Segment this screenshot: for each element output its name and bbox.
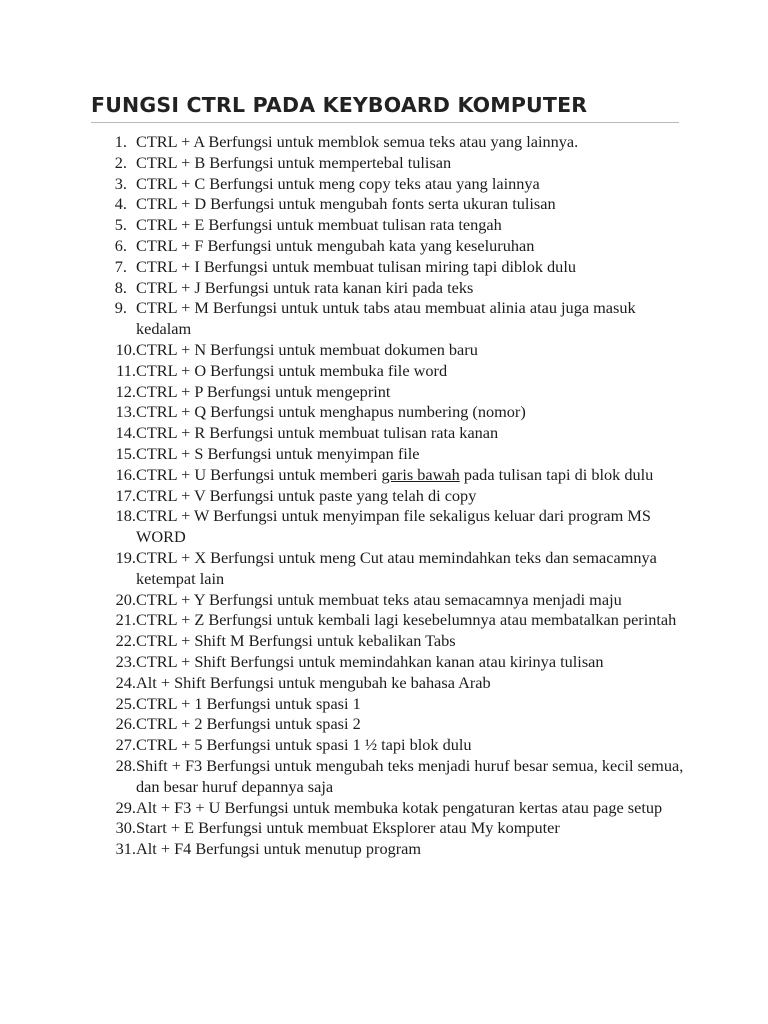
item-number: 31. <box>115 839 136 859</box>
item-text: CTRL + X Berfungsi untuk meng Cut atau memindahkan teks dan semacamnya ketempat lain <box>136 547 657 588</box>
list-item <box>0 548 768 590</box>
item-number: 18. <box>115 506 136 526</box>
underlined-text: garis bawah <box>381 464 460 484</box>
list-item <box>0 694 768 715</box>
item-text: CTRL + A Berfungsi untuk memblok semua teks atau yang lainnya. <box>136 132 579 151</box>
item-text: CTRL + S Berfungsi untuk menyimpan file <box>136 443 420 463</box>
item-number: 9. <box>114 298 127 318</box>
list-item <box>0 236 768 257</box>
item-number: 24. <box>115 672 136 692</box>
item-number: 15. <box>115 443 136 463</box>
item-number: 7. <box>114 256 127 276</box>
item-number: 11. <box>116 360 136 380</box>
item-text: CTRL + P Berfungsi untuk mengeprint <box>136 381 391 401</box>
title-underline-rule <box>91 122 679 123</box>
item-number: 1. <box>114 132 127 151</box>
item-text: CTRL + N Berfungsi untuk membuat dokumen baru <box>136 339 478 359</box>
list-item <box>0 714 768 735</box>
item-text: Shift + F3 Berfungsi untuk mengubah teks menjadi huruf besar semua, kecil semua, dan besar huruf depannya saja <box>136 755 684 796</box>
item-number: 26. <box>115 714 136 734</box>
item-number: 5. <box>114 215 127 235</box>
item-text: CTRL + B Berfungsi untuk mempertebal tulisan <box>136 152 452 172</box>
list-item <box>0 486 768 507</box>
list-item <box>0 839 768 860</box>
list-item <box>0 423 768 444</box>
item-text: CTRL + Shift M Berfungsi untuk kebalikan Tabs <box>136 631 456 651</box>
item-number: 28. <box>115 755 136 775</box>
list-item <box>0 174 768 195</box>
list-item <box>0 818 768 839</box>
list-item <box>0 132 768 153</box>
item-number: 25. <box>115 693 136 713</box>
item-number: 14. <box>115 423 136 443</box>
item-text: Alt + F3 + U Berfungsi untuk membuka kotak pengaturan kertas atau page setup <box>136 797 663 817</box>
item-number: 22. <box>115 631 136 651</box>
item-number: 10. <box>115 339 136 359</box>
list-item <box>0 153 768 174</box>
item-text: CTRL + M Berfungsi untuk untuk tabs atau membuat alinia atau juga masuk kedalam <box>136 298 636 339</box>
list-item <box>0 361 768 382</box>
item-number: 2. <box>114 152 127 172</box>
item-number: 4. <box>114 194 127 214</box>
shortcut-list <box>0 132 768 860</box>
list-item <box>0 631 768 652</box>
list-item <box>0 298 768 340</box>
item-number: 30. <box>115 818 136 838</box>
item-text: Start + E Berfungsi untuk membuat Eksplorer atau My komputer <box>136 818 560 838</box>
item-text: CTRL + J Berfungsi untuk rata kanan kiri pada teks <box>136 277 474 297</box>
item-text: CTRL + 5 Berfungsi untuk spasi 1 ½ tapi blok dulu <box>136 735 472 755</box>
item-text: Alt + F4 Berfungsi untuk menutup program <box>136 839 422 859</box>
item-number: 17. <box>115 485 136 505</box>
item-text: CTRL + V Berfungsi untuk paste yang telah di copy <box>136 485 477 505</box>
list-item <box>0 340 768 361</box>
list-item <box>0 215 768 236</box>
item-text: Alt + Shift Berfungsi untuk mengubah ke bahasa Arab <box>136 672 491 692</box>
item-text: CTRL + E Berfungsi untuk membuat tulisan rata tengah <box>136 215 502 235</box>
item-text: CTRL + R Berfungsi untuk membuat tulisan rata kanan <box>136 423 499 443</box>
list-item <box>0 506 768 548</box>
list-item <box>0 610 768 631</box>
item-number: 21. <box>115 610 136 630</box>
item-text: CTRL + Shift Berfungsi untuk memindahkan kanan atau kirinya tulisan <box>136 651 604 671</box>
item-text: CTRL + F Berfungsi untuk mengubah kata yang keseluruhan <box>136 235 535 255</box>
item-text: CTRL + I Berfungsi untuk membuat tulisan miring tapi diblok dulu <box>136 256 576 276</box>
list-item <box>0 735 768 756</box>
item-text: CTRL + Q Berfungsi untuk menghapus numbering (nomor) <box>136 402 526 422</box>
list-item <box>0 798 768 819</box>
item-number: 20. <box>115 589 136 609</box>
list-item <box>0 278 768 299</box>
item-text: CTRL + O Berfungsi untuk membuka file word <box>136 360 448 380</box>
list-item <box>0 590 768 611</box>
list-item <box>0 652 768 673</box>
list-item <box>0 673 768 694</box>
item-text: CTRL + 1 Berfungsi untuk spasi 1 <box>136 693 361 713</box>
item-text: CTRL + Z Berfungsi untuk kembali lagi kesebelumnya atau membatalkan perintah <box>136 610 677 630</box>
list-item <box>0 444 768 465</box>
item-number: 16. <box>115 464 136 484</box>
item-number: 23. <box>115 651 136 671</box>
item-number: 19. <box>115 547 136 567</box>
item-text-after: pada tulisan tapi di blok dulu <box>459 464 654 484</box>
item-text: CTRL + C Berfungsi untuk meng copy teks atau yang lainnya <box>136 173 540 193</box>
item-number: 27. <box>115 735 136 755</box>
item-number: 3. <box>114 173 127 193</box>
page-title: FUNGSI CTRL PADA KEYBOARD KOMPUTER <box>91 93 588 117</box>
list-item <box>0 402 768 423</box>
item-text: CTRL + 2 Berfungsi untuk spasi 2 <box>136 714 361 734</box>
item-number: 29. <box>115 797 136 817</box>
list-item <box>0 194 768 215</box>
list-item <box>0 257 768 278</box>
item-text: CTRL + Y Berfungsi untuk membuat teks atau semacamnya menjadi maju <box>136 589 622 609</box>
item-text-before: CTRL + U Berfungsi untuk memberi <box>136 464 382 484</box>
item-number: 13. <box>115 402 136 422</box>
list-item <box>0 756 768 798</box>
item-text: CTRL + W Berfungsi untuk menyimpan file sekaligus keluar dari program MS WORD <box>136 506 651 547</box>
list-item <box>0 382 768 403</box>
item-text: CTRL + D Berfungsi untuk mengubah fonts serta ukuran tulisan <box>136 194 556 214</box>
list-item <box>0 465 768 486</box>
item-number: 8. <box>114 277 127 297</box>
item-number: 12. <box>115 381 136 401</box>
item-number: 6. <box>114 235 127 255</box>
